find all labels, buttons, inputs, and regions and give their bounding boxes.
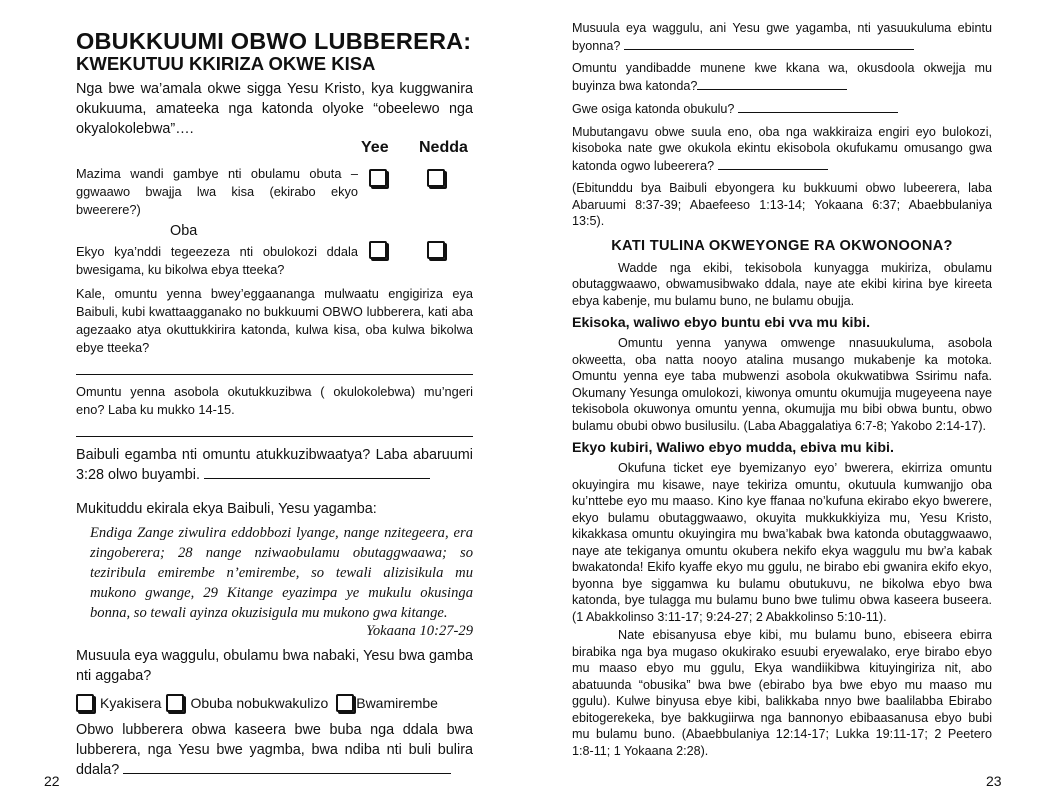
obwo-text: Obwo lubberera obwa kaseera bwe buba nga ddala bwa lubberera, nga Yesu bwe yagmba, bwa ndiba nti buli bulira ddala? — [76, 722, 473, 778]
right-question-2 — [572, 60, 992, 94]
yes-no-header — [76, 139, 473, 165]
right-question-1 — [572, 20, 992, 54]
answer-line-4[interactable] — [123, 761, 451, 774]
left-page — [0, 0, 522, 808]
section-paragraph-2: Omuntu yenna yanywa omwenge nnasuukuluma, asobola okweetta, oba natta nooyo atalina musango mukabenje ka motoka. Omuntu yenna eye taba mubwenzi asobola okukwatibwa Ssirimu nafa. Okumany Yesunga omulokozi, kiwonya omuntu okumujja mugeyeena naye tekisobola okuwonya omuntu yenna, okumujja mu bibi obwa buntu, obwo bulamu obubi obwo busilusilu. (Laba Abaggalatiya 6:7-8; Yakobo 2:14-17). — [572, 336, 992, 433]
right-question-1-text: Musuula eya waggulu, ani Yesu gwe yagamba, nti yasuukuluma ebintu byonna? — [572, 21, 992, 53]
option-1-checkbox[interactable] — [76, 694, 94, 712]
or-label: Oba — [170, 223, 198, 239]
no-checkbox-1[interactable] — [427, 169, 445, 187]
option-1-label: Kyakisera — [100, 695, 162, 711]
subheading-2: Ekyo kubiri, Waliwo ebyo mudda, ebiva mu kibi. — [572, 440, 894, 456]
page-title: OBUKKUUMI OBWO LUBBERERA: — [76, 28, 472, 54]
musuula-paragraph: Musuula eya waggulu, obulamu bwa nabaki, Yesu bwa gamba nti aggaba? — [76, 648, 473, 684]
yes-label: Yee — [361, 139, 389, 156]
options-row — [76, 694, 473, 712]
option-3-label: Bwamirembe — [356, 695, 438, 711]
kale-paragraph: Kale, omuntu yenna bwey’eggaananga mulwaatu engigiriza eya Baibuli, kubi kwattaagganako no bukkuumi OBWO lubberera, kati aba agezaako atya okuttukkirira katonda, kulwa kisa, oba kulwa bikolwa ebye tteeka? — [76, 286, 473, 355]
baibuli-paragraph — [76, 445, 473, 485]
question-1-text: Mazima wandi gambye nti obulamu obuta – ggwaawo bwajja lwa kisa (ekirabo ekyo bweerere?) — [76, 166, 358, 217]
right-column — [572, 20, 992, 765]
left-column — [76, 28, 473, 786]
omuntu-paragraph: Omuntu yenna asobola okutukkuzibwa ( okulokolebwa) mu’ngeri eno? Laba ku mukko 14-15. — [76, 384, 473, 417]
option-2-label: Obuba nobukwakulizo — [190, 695, 329, 711]
right-question-2-text: Omuntu yandibadde munene kwe kkana wa, okusdoola okwejja mu buyinza bwa katonda? — [572, 61, 992, 93]
section-paragraph-1: Wadde nga ekibi, tekisobola kunyagga mukiriza, obulamu obutaggwaawo, obwamusibwako ddala, naye ate ekibi kirina bye kireeta ebya kabenje, mu bulamu buno, ne bulamu obujja. — [572, 260, 992, 308]
question-1 — [76, 165, 473, 219]
page-number-right: 23 — [986, 773, 1002, 789]
no-checkbox-2[interactable] — [427, 241, 445, 259]
yes-checkbox-2[interactable] — [369, 241, 387, 259]
question-2 — [76, 243, 473, 279]
right-answer-line-3[interactable] — [738, 100, 898, 113]
quote-citation: Yokaana 10:27-29 — [366, 623, 473, 639]
section-title: KATI TULINA OKWEYONGE RA OKWONOONA? — [611, 237, 953, 254]
obwo-paragraph — [76, 720, 473, 780]
mukituddu-paragraph: Mukituddu ekirala ekya Baibuli, Yesu yagamba: — [76, 501, 377, 517]
question-2-text: Ekyo kya’nddi tegeezeza nti obulokozi ddala bwesigama, ku bikolwa ebya tteeka? — [76, 244, 358, 277]
answer-line-3[interactable] — [204, 466, 430, 479]
scripture-references: (Ebitunddu bya Baibuli ebyongera ku bukkuumi obwo lubeerera, laba Abaruumi 8:37-39; Abaefeeso 1:13-14; Yokaana 6:37; Abaebbulaniya 13:5). — [572, 181, 992, 228]
right-answer-line-2[interactable] — [697, 77, 847, 90]
right-page — [522, 0, 1045, 808]
option-2-checkbox[interactable] — [166, 694, 184, 712]
subheading-1: Ekisoka, waliwo ebyo buntu ebi vva mu kibi. — [572, 315, 871, 331]
answer-line-2[interactable] — [76, 435, 473, 437]
page-number-left: 22 — [44, 773, 60, 789]
option-3-checkbox[interactable] — [336, 694, 354, 712]
baibuli-text: Baibuli egamba nti omuntu atukkuzibwaatya? Laba abaruumi 3:28 olwo buyambi. — [76, 447, 473, 483]
right-answer-line-1[interactable] — [624, 37, 914, 50]
right-question-3 — [572, 100, 992, 118]
right-question-4-text: Mubutangavu obwe suula eno, oba nga wakkiraiza engiri eyo bulokozi, kisoboka nate gwe okukola ekintu ekisobola okufukamu omusango gwa katonda ogwo lubeerera? — [572, 124, 992, 173]
right-answer-line-4[interactable] — [718, 157, 828, 170]
page-subtitle: KWEKUTUU KKIRIZA OKWE KISA — [76, 53, 376, 74]
right-question-3-text: Gwe osiga katonda obukulu? — [572, 102, 735, 116]
section-paragraph-3: Okufuna ticket eye byemizanyo eyo’ bwerera, ekirriza omuntu okuyingira mu kisawe, naye tekiriza omuntu, okutuula kumwanjjo oba ku’nttebe eyo mu maaso. Kino kye ffanaa no’kufuna ekirabo ekyo bwerere, ekyo bulamu obutaggwaawo, okuyita mukkukkiyiza mu, Yesu Kristo, kikakkasa omuntu okuyingira mu bwa’kabak bwa katonda obutaggwaawo, naye ate tekiganya omuntu okubera nekifo ekya waggulu mu bw’a kabak bwakatonda! Ekifo kyaffe ekyo mu ggulu, ne birabo ebi gwanira ekifo ekyo, byonna bye siggamwa ku bulamu obutukuvu, ne bikolwa ebyo bwa katonda, bye tulagga mu bulamu buno bwe tulimu obwa kaseera buseera. (1 Abakkolinso 3:11-17; 9:24-27; 2 Abakkolinso 5:10-11). — [572, 461, 992, 624]
right-question-4 — [572, 124, 992, 175]
section-paragraph-4: Nate ebisanyusa ebye kibi, mu bulamu buno, ebiseera ebirra birabika nga bya mugaso okukirako esuubi eryewalako, erye birabo ebyo mu maaso ebyo mu ggulu, Ekya wandiikibwa kituyingiriza nit, abo abatuunda “obusika” bwa bwe (ebirabo bya bwe ebyo mu maaso mu ggulu). Kulwe binyusa ebye kibi, balikkaba nnyo bwe baalilabba Ebirabo ebitogerekeka, bye bakkugiirwa nga bannonyo ebibaasanusa ebyo bubi mu bulamu buno. (Abaebbulaniya 12:14-17; Lukka 19:11-17; 2 Peetero 1:8-11; 1 Yokaana 2:28). — [572, 628, 992, 758]
intro-paragraph: Nga bwe wa’amala okwe sigga Yesu Kristo, kya kuggwanira okukuuma, amateeka nga katonda olyoke “obeelewo nga okyalokolebwa”…. — [76, 81, 473, 137]
answer-line-1[interactable] — [76, 373, 473, 375]
yes-checkbox-1[interactable] — [369, 169, 387, 187]
scripture-quote: Endiga Zange ziwulira eddobbozi lyange, nange nzitegeera, era zingoberera; 28 nange nziwaobulamu obutaggwaawa; so teziribula emirembe n’emirembe, so tewali alizisikula mu mukono gwange, 29 Kitange eyazimpa ye mukulu okusinga bonna, so tewali ayinza okuzisigula mu mukono gwa kitange. — [90, 525, 473, 621]
no-label: Nedda — [419, 139, 468, 156]
